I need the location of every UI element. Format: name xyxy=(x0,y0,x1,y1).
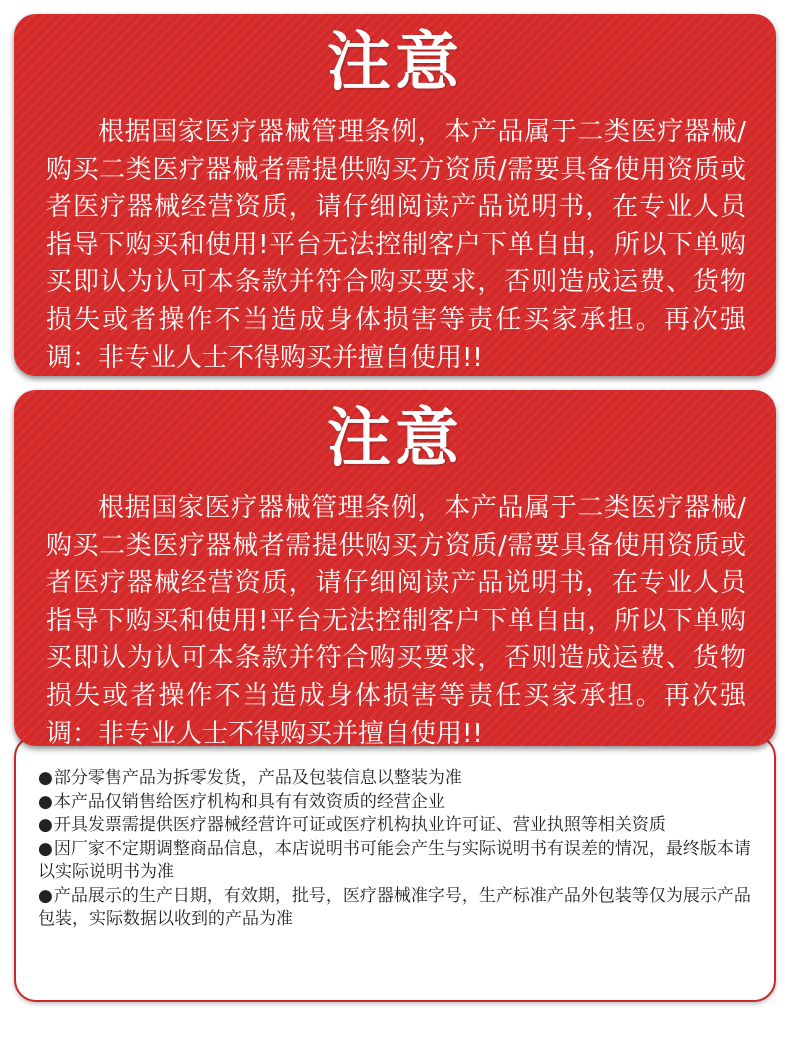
info-item xyxy=(38,791,754,815)
bullet-icon: ● xyxy=(38,838,53,859)
info-item xyxy=(38,814,754,838)
info-item-text: 产品展示的生产日期，有效期，批号，医疗器械准字号，生产标准产品外包装等仅为展示产品包装，实际数据以收到的产品为准 xyxy=(38,885,751,929)
bullet-icon: ● xyxy=(38,791,53,812)
notice-title: 注意 xyxy=(327,25,463,100)
notice-title: 注意 xyxy=(327,401,463,476)
info-item-text: 本产品仅销售给医疗机构和具有有效资质的经营企业 xyxy=(53,791,445,812)
info-item xyxy=(38,767,754,791)
bullet-icon: ● xyxy=(38,885,53,906)
info-item xyxy=(38,885,754,932)
info-item xyxy=(38,838,754,885)
info-item-text: 开具发票需提供医疗器械经营许可证或医疗机构执业许可证、营业执照等相关资质 xyxy=(53,815,666,835)
bullet-icon: ● xyxy=(38,768,53,788)
bullet-icon: ● xyxy=(38,815,53,835)
notice-panel-2 xyxy=(14,390,776,749)
info-item-text: 部分零售产品为拆零发货，产品及包装信息以整装为准 xyxy=(53,768,462,788)
info-box xyxy=(14,735,776,1002)
notice-body: 根据国家医疗器械管理条例，本产品属于二类医疗器械/购买二类医疗器械者需提供购买方资质/需要具备使用资质或者医疗器械经营资质，请仔细阅读产品说明书，在专业人员指导下购买和使用!平台无法控制客户下单自由，所以下单购买即认为认可本条款并符合购买要求，否则造成运费、货物损失或者操作不当造成身体损害等责任买家承担。再次强调：非专业人士不得购买并擅自使用!! xyxy=(46,117,746,373)
notice-panel-1 xyxy=(14,14,776,376)
info-item-text: 因厂家不定期调整商品信息，本店说明书可能会产生与实际说明书有误差的情况，最终版本请以实际说明书为准 xyxy=(38,838,751,882)
notice-body: 根据国家医疗器械管理条例，本产品属于二类医疗器械/购买二类医疗器械者需提供购买方资质/需要具备使用资质或者医疗器械经营资质，请仔细阅读产品说明书，在专业人员指导下购买和使用!平台无法控制客户下单自由，所以下单购买即认为认可本条款并符合购买要求，否则造成运费、货物损失或者操作不当造成身体损害等责任买家承担。再次强调：非专业人士不得购买并擅自使用!! xyxy=(46,493,746,749)
